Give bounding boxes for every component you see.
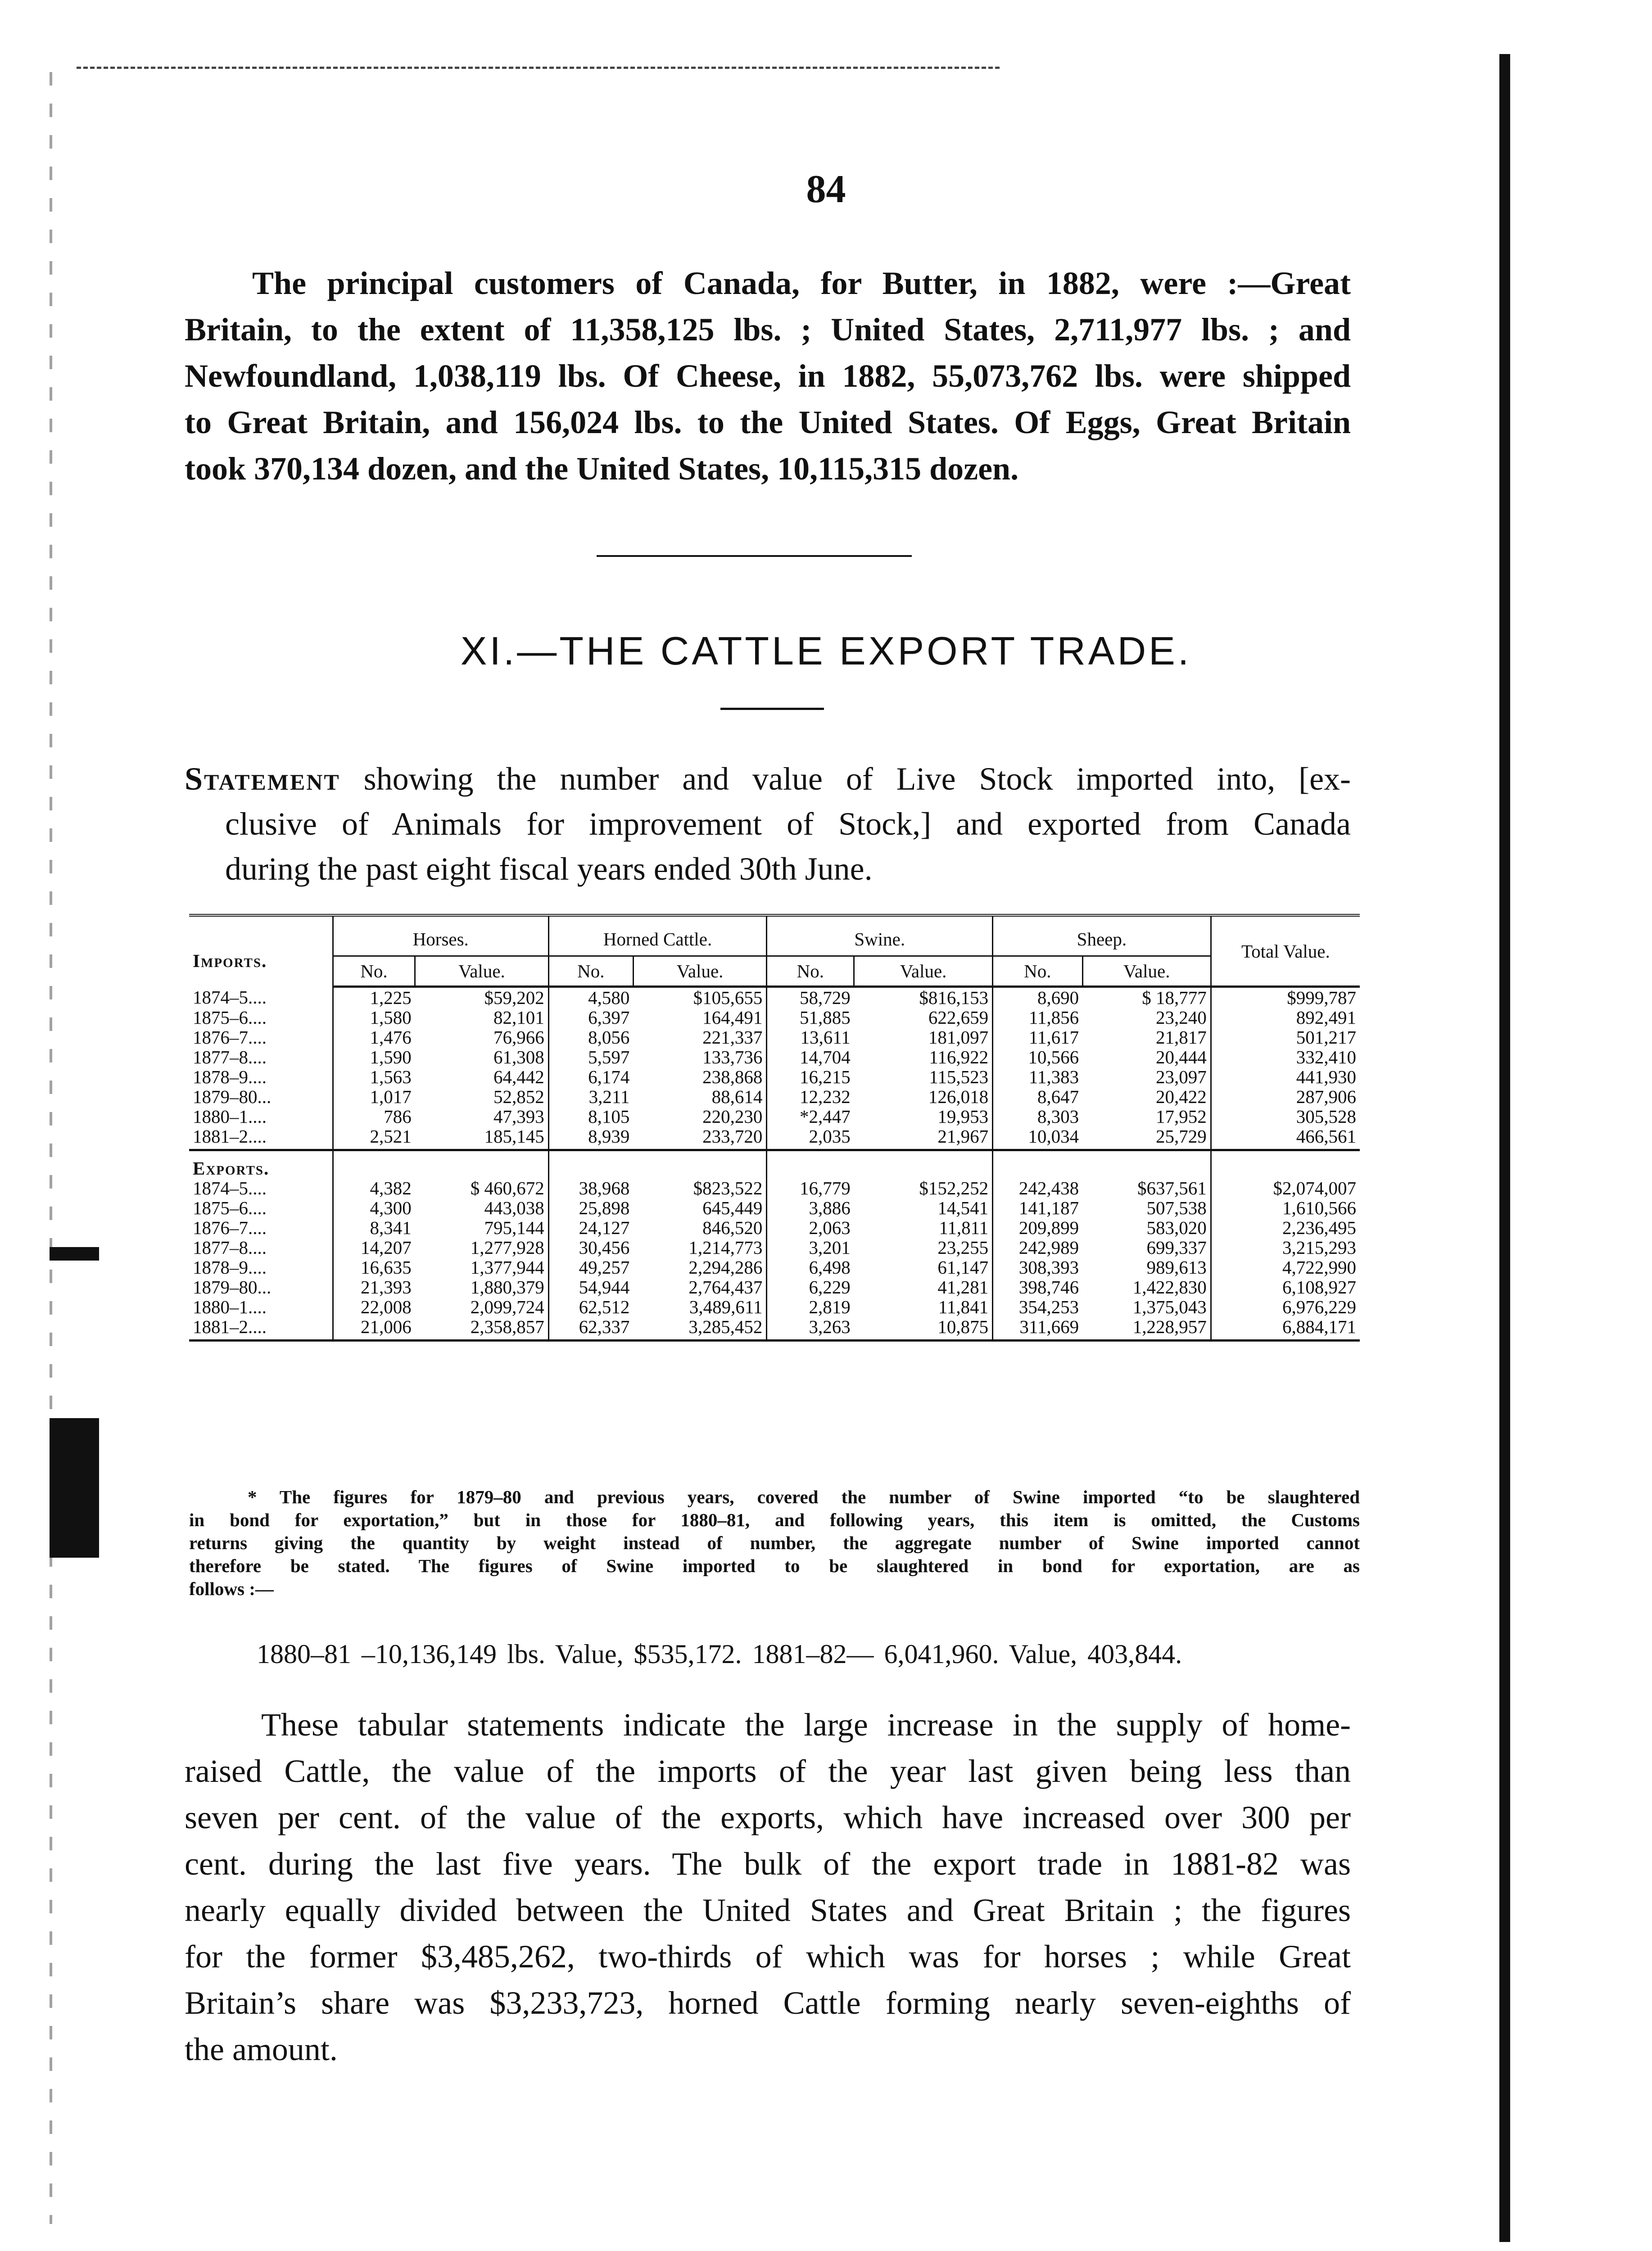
total-value-cell: 6,108,927 [1211,1277,1360,1297]
value-cell: 989,613 [1146,1257,1207,1278]
value-cell: 20,444 [1155,1047,1207,1067]
year-cell: 1875–6.... [193,1007,267,1028]
footnote-line: * The figures for 1879–80 and previous years, covered the number of Swine imported “to be slaughtered [248,1487,1360,1507]
total-value-cell: 332,410 [1211,1047,1360,1067]
value-cell: 11,841 [938,1297,989,1317]
number-cell: 4,300 [333,1198,415,1218]
exports-row [189,1198,1360,1218]
col-no: No. [993,957,1083,987]
value-cell: 25,729 [1082,1126,1211,1150]
value-cell: $152,252 [919,1178,989,1198]
number-cell: 2,819 [767,1297,854,1317]
number-cell: 8,056 [548,1027,633,1047]
divider-rule [720,708,824,710]
value-cell: 11,811 [939,1217,989,1238]
number-cell: 49,257 [548,1257,633,1277]
number-cell: 3,211 [548,1087,633,1107]
value-cell: 1,880,379 [470,1277,544,1297]
total-value-cell: 305,528 [1211,1107,1360,1126]
total-value-cell: 892,491 [1211,1008,1360,1027]
value-cell: 23,240 [1155,1007,1207,1028]
value-cell: 23,097 [1155,1067,1207,1087]
number-cell: 21,393 [333,1277,415,1297]
year-cell: 1879–80... [193,1277,272,1297]
number-cell: 2,035 [767,1126,854,1150]
value-cell: 185,145 [415,1126,548,1150]
statement-line: clusive of Animals for improvement of Stock,] and exported from Canada [225,806,1351,842]
value-cell: $59,202 [484,987,544,1008]
page-number: 84 [806,167,846,211]
imports-row [189,1087,1360,1107]
value-cell: 1,377,944 [470,1257,544,1278]
total-value-cell: $999,787 [1211,987,1360,1008]
number-cell: 242,989 [993,1238,1083,1257]
imports-row [189,1126,1360,1150]
number-cell: 11,856 [993,1008,1083,1027]
value-cell: 238,868 [702,1067,763,1087]
footnote-line: therefore be stated. The figures of Swine imported to be slaughtered in bond for exportation, are as [189,1555,1360,1576]
intro-line: took 370,134 dozen, and the United States, 10,115,315 dozen. [185,451,1019,487]
value-cell: 622,659 [928,1007,989,1028]
number-cell: 2,521 [333,1126,415,1150]
number-cell: 6,229 [767,1277,854,1297]
value-cell: 21,817 [1155,1027,1207,1048]
table-group-header [189,915,1360,957]
total-value-cell: 287,906 [1211,1087,1360,1107]
number-cell: 1,590 [333,1047,415,1067]
number-cell: 141,187 [993,1198,1083,1218]
group-horses: Horses. [333,915,548,957]
number-cell: 16,635 [333,1257,415,1277]
footnote-line: in bond for exportation,” but in those for 1880–81, and following years, this item is omitted, the Customs [189,1510,1360,1530]
number-cell: 30,456 [548,1238,633,1257]
year-cell: 1881–2.... [189,1126,333,1150]
value-cell: 76,966 [493,1027,544,1048]
number-cell: 1,017 [333,1087,415,1107]
statement-lead: Statement [185,761,340,797]
number-cell: 8,341 [333,1218,415,1238]
value-cell: 19,953 [937,1106,989,1127]
total-value-cell: 6,884,171 [1211,1317,1360,1341]
intro-line: to Great Britain, and 156,024 lbs. to the United States. Of Eggs, Great Britain [185,404,1351,440]
value-cell: 1,277,928 [470,1237,544,1258]
number-cell: 12,232 [767,1087,854,1107]
total-value-cell: 3,215,293 [1211,1238,1360,1257]
year-cell: 1880–1.... [193,1297,267,1317]
value-cell: $105,655 [693,987,763,1008]
number-cell: 8,690 [993,987,1083,1008]
number-cell: 10,566 [993,1047,1083,1067]
statement-line: during the past eight fiscal years ended 30th June. [225,851,873,887]
number-cell: 24,127 [548,1218,633,1238]
value-cell: 52,852 [493,1086,544,1107]
table-column-header [189,957,1360,987]
value-cell: 846,520 [702,1217,763,1238]
year-cell: 1876–7.... [193,1027,267,1048]
number-cell: 1,563 [333,1067,415,1087]
value-cell: 443,038 [484,1198,544,1218]
number-cell: 8,303 [993,1107,1083,1126]
number-cell: 21,006 [333,1317,415,1341]
value-cell: 20,422 [1155,1086,1207,1107]
imports-row [189,1067,1360,1087]
closing-line: the amount. [185,2031,338,2067]
number-cell: 13,611 [767,1027,854,1047]
number-cell: 8,939 [548,1126,633,1150]
value-cell: 699,337 [1146,1237,1207,1258]
value-cell: 3,285,452 [633,1317,767,1341]
number-cell: 14,207 [333,1238,415,1257]
exports-row [189,1257,1360,1277]
value-cell: $ 18,777 [1142,987,1207,1008]
footnote-line: returns giving the quantity by weight instead of number, the aggregate number of Swine imported cannot [189,1532,1360,1553]
statement-line: showing the number and value of Live Stock imported into, [ex- [340,761,1351,797]
value-cell: 233,720 [633,1126,767,1150]
imports-rows [189,987,1360,1150]
section-title: XI.—THE CATTLE EXPORT TRADE. [460,628,1192,673]
number-cell: 11,617 [993,1027,1083,1047]
col-value: Value. [1082,957,1211,987]
exports-row [189,1218,1360,1238]
value-cell: 17,952 [1155,1106,1207,1127]
group-horned-cattle: Horned Cattle. [548,915,767,957]
number-cell: 38,968 [548,1178,633,1198]
number-cell: 25,898 [548,1198,633,1218]
number-cell: 3,886 [767,1198,854,1218]
number-cell: 62,337 [548,1317,633,1341]
year-cell: 1878–9.... [193,1257,267,1278]
page-edge-right [1499,54,1510,2242]
number-cell: 58,729 [767,987,854,1008]
scan-mark [50,1418,99,1558]
value-cell: 47,393 [493,1106,544,1127]
year-cell: 1874–5.... [193,1178,267,1198]
number-cell: 14,704 [767,1047,854,1067]
value-cell: 181,097 [928,1027,989,1048]
number-cell: 11,383 [993,1067,1083,1087]
value-cell: 2,358,857 [415,1317,548,1341]
swine-weight-line: 1880–81 –10,136,149 lbs. Value, $535,172. 1881–82— 6,041,960. Value, 403,844. [257,1639,1182,1669]
number-cell: 54,944 [548,1277,633,1297]
year-cell: 1876–7.... [193,1217,267,1238]
col-no: No. [333,957,415,987]
imports-row [189,1027,1360,1047]
exports-label: Exports. [189,1150,333,1179]
closing-line: cent. during the last five years. The bulk of the export trade in 1881-82 was [185,1846,1351,1882]
value-cell: 82,101 [493,1007,544,1028]
col-value: Value. [633,957,767,987]
value-cell: 2,294,286 [688,1257,763,1278]
number-cell: 1,580 [333,1008,415,1027]
value-cell: 583,020 [1146,1217,1207,1238]
number-cell: *2,447 [767,1107,854,1126]
number-cell: 209,899 [993,1218,1083,1238]
year-cell: 1881–2.... [189,1317,333,1341]
intro-paragraph [185,260,1351,492]
value-cell: 1,422,830 [1132,1277,1207,1297]
exports-rows [189,1178,1360,1341]
number-cell: 6,174 [548,1067,633,1087]
scan-edge-left [50,72,52,2224]
group-swine: Swine. [767,915,993,957]
value-cell: $816,153 [919,987,989,1008]
scan-edge-top [77,67,1000,69]
number-cell: 1,225 [333,987,415,1008]
value-cell: 14,541 [937,1198,989,1218]
number-cell: 4,382 [333,1178,415,1198]
footnote-line: follows :— [189,1578,274,1599]
value-cell: 3,489,611 [689,1297,763,1317]
value-cell: 645,449 [702,1198,763,1218]
total-value-cell: 1,610,566 [1211,1198,1360,1218]
intro-line: Newfoundland, 1,038,119 lbs. Of Cheese, in 1882, 55,073,762 lbs. were shipped [185,358,1351,394]
value-cell: 133,736 [702,1047,763,1067]
intro-line: Britain, to the extent of 11,358,125 lbs. ; United States, 2,711,977 lbs. ; and [185,312,1351,348]
footnote [189,1486,1360,1600]
scan-mark [50,1247,99,1261]
value-cell: 64,442 [493,1067,544,1087]
exports-row [189,1238,1360,1257]
value-cell: 116,922 [929,1047,989,1067]
total-value-cell: 441,930 [1211,1067,1360,1087]
number-cell: 62,512 [548,1297,633,1317]
col-no: No. [767,957,854,987]
value-cell: 164,491 [702,1007,763,1028]
total-value-cell: 466,561 [1211,1126,1360,1150]
closing-line: These tabular statements indicate the large increase in the supply of home- [261,1707,1351,1743]
total-value-header: Total Value. [1211,915,1360,987]
exports-label-row [189,1150,1360,1179]
year-cell: 1875–6.... [193,1198,267,1218]
value-cell: 1,228,957 [1082,1317,1211,1341]
number-cell: 311,669 [993,1317,1083,1341]
value-cell: 61,147 [937,1257,989,1278]
imports-row [189,987,1360,1008]
value-cell: 21,967 [854,1126,993,1150]
number-cell: 4,580 [548,987,633,1008]
number-cell: 1,476 [333,1027,415,1047]
value-cell: 61,308 [493,1047,544,1067]
number-cell: 2,063 [767,1218,854,1238]
col-value: Value. [415,957,548,987]
number-cell: 51,885 [767,1008,854,1027]
live-stock-table [189,914,1360,1342]
number-cell: 354,253 [993,1297,1083,1317]
exports-section [189,1150,1360,1179]
value-cell: 1,214,773 [688,1237,763,1258]
value-cell: 795,144 [484,1217,544,1238]
divider-rule [597,555,912,557]
intro-line: The principal customers of Canada, for Butter, in 1882, were :—Great [252,265,1351,301]
col-no: No. [548,957,633,987]
number-cell: 786 [333,1107,415,1126]
year-cell: 1877–8.... [193,1237,267,1258]
value-cell: 23,255 [937,1237,989,1258]
year-cell: 1874–5.... [193,986,267,1008]
value-cell: 221,337 [702,1027,763,1048]
closing-line: for the former $3,485,262, two-thirds of which was for horses ; while Great [185,1939,1351,1975]
exports-row [189,1178,1360,1198]
number-cell: 16,779 [767,1178,854,1198]
year-cell: 1880–1.... [193,1106,267,1127]
total-value-cell: 501,217 [1211,1027,1360,1047]
number-cell: 242,438 [993,1178,1083,1198]
value-cell: $823,522 [693,1178,763,1198]
value-cell: 1,375,043 [1132,1297,1207,1317]
statement-caption [185,756,1351,891]
imports-label: Imports. [189,915,333,987]
group-sheep: Sheep. [993,915,1211,957]
value-cell: $ 460,672 [470,1178,544,1198]
year-cell: 1879–80... [193,1086,272,1107]
total-value-cell: 2,236,495 [1211,1218,1360,1238]
year-cell: 1878–9.... [193,1067,267,1087]
value-cell: 2,764,437 [688,1277,763,1297]
value-cell: 2,099,724 [470,1297,544,1317]
number-cell: 398,746 [993,1277,1083,1297]
value-cell: 41,281 [937,1277,989,1297]
number-cell: 22,008 [333,1297,415,1317]
value-cell: 115,523 [929,1067,989,1087]
value-cell: $637,561 [1137,1178,1207,1198]
closing-line: Britain’s share was $3,233,723, horned Cattle forming nearly seven-eighths of [185,1985,1351,2021]
value-cell: 10,875 [854,1317,993,1341]
number-cell: 8,647 [993,1087,1083,1107]
number-cell: 16,215 [767,1067,854,1087]
number-cell: 5,597 [548,1047,633,1067]
number-cell: 6,498 [767,1257,854,1277]
closing-paragraph [185,1702,1351,2073]
imports-row [189,1107,1360,1126]
closing-line: raised Cattle, the value of the imports of the year last given being less than [185,1753,1351,1789]
number-cell: 8,105 [548,1107,633,1126]
total-value-cell: 4,722,990 [1211,1257,1360,1277]
value-cell: 507,538 [1146,1198,1207,1218]
total-value-cell: 6,976,229 [1211,1297,1360,1317]
value-cell: 126,018 [928,1086,989,1107]
number-cell: 3,263 [767,1317,854,1341]
total-value-cell: $2,074,007 [1211,1178,1360,1198]
imports-row [189,1008,1360,1027]
year-cell: 1877–8.... [193,1047,267,1067]
number-cell: 3,201 [767,1238,854,1257]
value-cell: 220,230 [702,1106,763,1127]
col-value: Value. [854,957,993,987]
value-cell: 88,614 [711,1086,763,1107]
exports-row [189,1277,1360,1297]
number-cell: 6,397 [548,1008,633,1027]
number-cell: 10,034 [993,1126,1083,1150]
exports-row [189,1297,1360,1317]
number-cell: 308,393 [993,1257,1083,1277]
closing-line: seven per cent. of the value of the exports, which have increased over 300 per [185,1799,1351,1835]
imports-row [189,1047,1360,1067]
closing-line: nearly equally divided between the United States and Great Britain ; the figures [185,1892,1351,1928]
exports-row [189,1317,1360,1341]
